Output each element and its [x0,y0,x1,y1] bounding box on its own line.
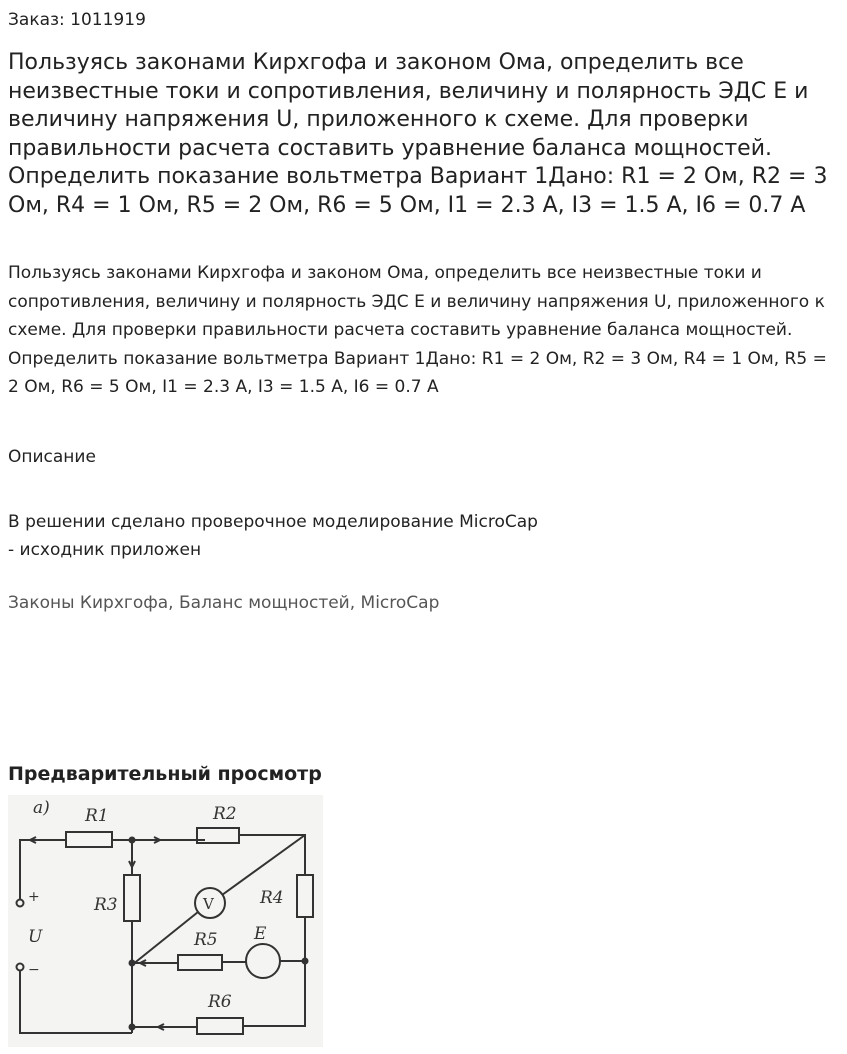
label-r6: R6 [208,992,232,1012]
label-voltmeter: V [203,895,214,913]
label-u: U [28,927,43,947]
resistor-r6 [197,1018,243,1034]
resistor-r5 [178,955,222,970]
wire-bottom-left [20,970,132,1033]
description-heading: Описание [8,447,96,467]
circuit-diagram [8,795,323,1047]
junction-dot [130,961,135,966]
description-text: В решении сделано проверочное моделирование MicroCap - исходник приложен [8,512,538,560]
label-r1: R1 [85,806,109,826]
task-description: Пользуясь законами Кирхгофа и законом Ома, определить все неизвестные токи и сопротивления, величину и полярность ЭДС E и величину напряжения U, приложенного к схеме. Для проверки правильности расчета составить уравнение баланса мощностей. Определить показание вольтметра Вариант 1Дано: R1 = 2 Ом, R2 = 3 Ом, R4 = 1 Ом, R5 = 2 Ом, R6 = 5 Ом, I1 = 2.3 A, I3 = 1.5 A, I6 = 0.7 A [8,263,827,397]
resistor-r4 [297,875,313,917]
circuit-preview-image[interactable] [8,795,323,1047]
terminal-plus [17,900,24,907]
resistor-r1 [66,832,112,847]
junction-dot [130,1025,135,1030]
order-number: Заказ: 1011919 [8,10,146,30]
tags-list: Законы Кирхгофа, Баланс мощностей, MicroCap [8,593,440,613]
label-e: E [254,924,267,944]
label-minus: − [28,962,40,978]
label-plus: + [28,889,40,905]
wire-left-top [20,840,66,903]
label-r4: R4 [260,888,284,908]
label-r5: R5 [194,930,218,950]
label-r2: R2 [213,804,237,824]
terminal-minus [17,964,24,971]
wire-diag-lower [132,912,198,965]
resistor-r3 [124,875,140,921]
emf-source-icon [246,944,280,978]
label-r3: R3 [94,895,118,915]
label-variant: а) [33,798,50,818]
junction-dot [130,838,135,843]
junction-dot [303,959,308,964]
preview-heading: Предварительный просмотр [8,763,322,785]
task-title: Пользуясь законами Кирхгофа и законом Ома, определить все неизвестные токи и сопротивления, величину и полярность ЭДС E и величину напряжения U, приложенного к схеме. Для проверки правильности расчета составить уравнение баланса мощностей. Определить показание вольтметра Вариант 1Дано: R1 = 2 Ом, R2 = 3 Ом, R4 = 1 Ом, R5 = 2 Ом, R6 = 5 Ом, I1 = 2.3 A, I3 = 1.5 A, I6 = 0.7 A [8,50,828,218]
